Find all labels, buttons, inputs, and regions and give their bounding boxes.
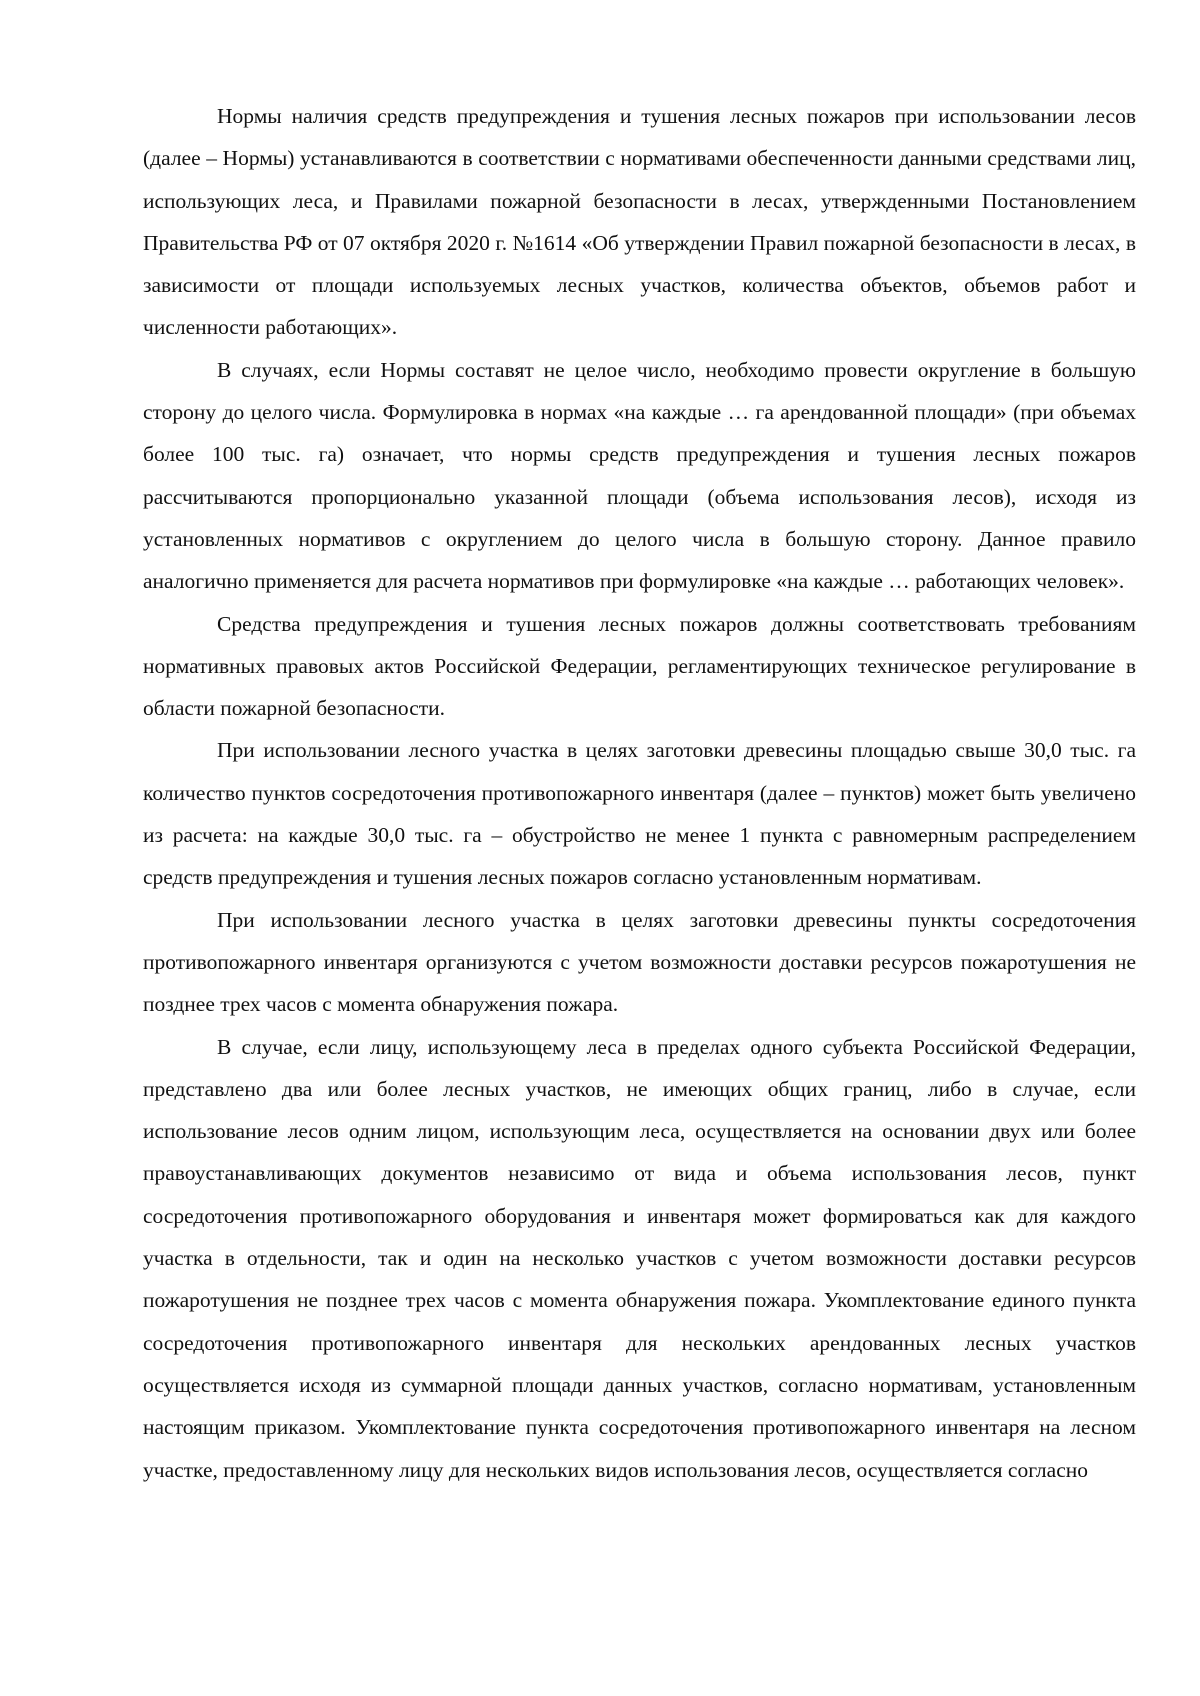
- paragraph-requirements-compliance: Средства предупреждения и тушения лесных пожаров должны соответствовать требованиям нормативных правовых актов Российской Федерации, регламентирующих техническое регулирование в области пожарной безопасности.: [143, 611, 1136, 721]
- paragraph-points-count: При использовании лесного участка в целях заготовки древесины площадью свыше 30,0 тыс. га количество пунктов сосредоточения противопожарного инвентаря (далее – пунктов) может быть увеличено из расчета: на каждые 30,0 тыс. га – обустройство не менее 1 пункта с равномерным распределением средств предупреждения и тушения лесных пожаров согласно установленным нормативам.: [143, 738, 1136, 890]
- paragraph-delivery-time: При использовании лесного участка в целях заготовки древесины пункты сосредоточения противопожарного инвентаря организуются с учетом возможности доставки ресурсов пожаротушения не позднее трех часов с момента обнаружения пожара.: [143, 907, 1136, 1017]
- document-body: [143, 95, 1136, 1491]
- paragraph-multiple-plots: В случае, если лицу, использующему леса в пределах одного субъекта Российской Федерации, представлено два или более лесных участков, не имеющих общих границ, либо в случае, если использование лесов одним лицом, использующим леса, осуществляется на основании двух или более правоустанавливающих документов независимо от вида и объема использования лесов, пункт сосредоточения противопожарного оборудования и инвентаря может формироваться как для каждого участка в отдельности, так и один на несколько участков с учетом возможности доставки ресурсов пожаротушения не позднее трех часов с момента обнаружения пожара. Укомплектование единого пункта сосредоточения противопожарного инвентаря для нескольких арендованных лесных участков осуществляется исходя из суммарной площади данных участков, согласно нормативам, установленным настоящим приказом. Укомплектование пункта сосредоточения противопожарного инвентаря на лесном участке, предоставленному лицу для нескольких видов использования лесов, осуществляется согласно: [143, 1034, 1136, 1482]
- paragraph-rounding-rule: В случаях, если Нормы составят не целое число, необходимо провести округление в большую сторону до целого числа. Формулировка в нормах «на каждые … га арендованной площади» (при объемах более 100 тыс. га) означает, что нормы средств предупреждения и тушения лесных пожаров рассчитываются пропорционально указанной площади (объема использования лесов), исходя из установленных нормативов с округлением до целого числа в большую сторону. Данное правило аналогично применяется для расчета нормативов при формулировке «на каждые … работающих человек».: [143, 357, 1136, 594]
- paragraph-norms-definition: Нормы наличия средств предупреждения и тушения лесных пожаров при использовании лесов (далее – Нормы) устанавливаются в соответствии с нормативами обеспеченности данными средствами лиц, использующих леса, и Правилами пожарной безопасности в лесах, утвержденными Постановлением Правительства РФ от 07 октября 2020 г. №1614 «Об утверждении Правил пожарной безопасности в лесах, в зависимости от площади используемых лесных участков, количества объектов, объемов работ и численности работающих».: [143, 104, 1136, 340]
